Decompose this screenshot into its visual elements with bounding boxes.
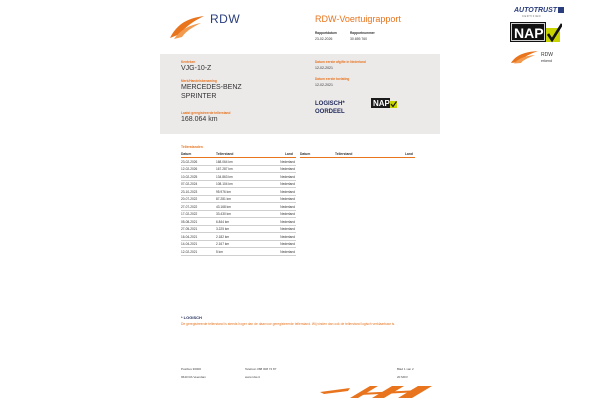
rdw-stripes-graphic <box>320 382 440 400</box>
autotrust-check-icon <box>558 7 564 13</box>
row-date: 14-04-2021 <box>181 242 198 246</box>
row-reading: 87.281 km <box>216 197 231 201</box>
explanation-text: De geregistreerde tellerstand is steeds hoger dan de daarvoor geregistreerde tellerstand. Wij vinden dan ook de tellerstand logisch verklaarbaar is. <box>181 322 396 326</box>
row-date: 10-02-2025 <box>181 174 198 179</box>
row-country: Nederland <box>280 242 295 246</box>
rdw-erkend-label <box>541 52 553 64</box>
first-admission-label: Datum eerste afgifte in Nederland <box>315 60 366 64</box>
autotrust-sub-label: CERTIFIED <box>522 15 542 18</box>
row-reading: 3.225 km <box>216 227 230 231</box>
table-row <box>181 158 296 166</box>
row-country: Nederland <box>280 212 295 216</box>
col-date-header: Datum <box>181 152 192 156</box>
row-reading: 33.430 km <box>216 212 231 216</box>
report-number-label: Rapportnummer <box>350 31 375 35</box>
first-admission-value: 12-02-2021 <box>315 66 333 70</box>
row-date: 12-02-2021 <box>181 249 198 254</box>
svg-text:NAP: NAP <box>373 99 390 108</box>
verdict-line-2: OORDEEL <box>315 109 345 115</box>
table-row <box>181 188 296 196</box>
autotrust-logo <box>514 7 564 14</box>
row-reading: 168.064 km <box>216 159 233 164</box>
table-row <box>181 181 296 189</box>
row-country: Nederland <box>280 182 295 186</box>
nap-logo-icon <box>371 98 397 108</box>
rdw-erkend-logo-icon <box>510 50 540 64</box>
row-reading: 6.844 km <box>216 219 230 224</box>
model-value: SPRINTER <box>181 93 217 100</box>
row-date: 12-02-2026 <box>181 167 198 171</box>
plate-value: VJG-10-Z <box>181 65 212 72</box>
row-reading: 108.104 km <box>216 182 233 186</box>
col-reading-header: Tellerstand <box>216 152 234 156</box>
odometer-section-title: Tellerstanden <box>181 145 203 149</box>
row-country: Nederland <box>280 174 295 179</box>
table-row <box>181 241 296 249</box>
table-row <box>181 166 296 174</box>
odo-label: Laatst geregistreerde tellerstand <box>181 111 231 115</box>
row-date: 23-10-2023 <box>181 189 198 194</box>
row-country: Nederland <box>280 249 295 254</box>
col-country-header-2: Land <box>405 152 413 156</box>
row-reading: 167.287 km <box>216 167 233 171</box>
table-row <box>181 211 296 219</box>
report-number: 30.659.760 <box>350 37 367 41</box>
verdict-line-1: LOGISCH* <box>315 101 345 107</box>
footer-address-1: Postbus 30000 <box>181 367 202 371</box>
row-reading: 5 km <box>216 249 223 254</box>
row-country: Nederland <box>280 159 295 164</box>
table-row <box>181 173 296 181</box>
row-date: 07-02-2024 <box>181 182 198 186</box>
brand-name: RDW <box>210 12 241 26</box>
footer-page: Blad 1 van 2 <box>397 367 414 371</box>
table-row <box>181 226 296 234</box>
make-value: MERCEDES-BENZ <box>181 84 242 91</box>
row-date: 17-02-2022 <box>181 212 198 216</box>
make-label: Merk/Handelsbenaming <box>181 79 217 83</box>
table-row <box>181 248 296 256</box>
row-country: Nederland <box>280 227 295 231</box>
table-row <box>181 218 296 226</box>
row-country: Nederland <box>280 189 295 194</box>
table-row <box>181 233 296 241</box>
verdict <box>315 100 345 116</box>
table-row <box>181 196 296 204</box>
rdw-erkend-line-2: erkend <box>541 59 552 63</box>
nap-badge-icon <box>510 22 562 48</box>
col-date-header-2: Datum <box>300 152 311 156</box>
rdw-erkend-line-1: RDW <box>541 52 553 58</box>
row-reading: 134.863 km <box>216 174 233 179</box>
row-date: 05-08-2021 <box>181 219 198 224</box>
row-country: Nederland <box>280 219 295 224</box>
first-registration-value: 12-02-2021 <box>315 83 333 87</box>
report-title: RDW-Voertuigrapport <box>315 14 401 24</box>
col-reading-header-2: Tellerstand <box>335 152 353 156</box>
table-row <box>181 203 296 211</box>
nap-badge-text: NAP <box>514 25 544 41</box>
row-date: 27-05-2021 <box>181 227 198 231</box>
table-header-rule-2 <box>300 157 415 158</box>
row-country: Nederland <box>280 167 295 171</box>
rdw-logo-icon <box>168 12 208 42</box>
row-country: Nederland <box>280 197 295 201</box>
row-country: Nederland <box>280 204 295 209</box>
row-reading: 43.168 km <box>216 204 231 209</box>
report-date: 23-02-2026 <box>315 37 333 41</box>
footer-phone: Telefoon 088 008 74 87 <box>245 367 277 371</box>
col-country-header: Land <box>285 152 293 156</box>
row-date: 23-02-2026 <box>181 159 198 164</box>
row-date: 27-07-2022 <box>181 204 198 209</box>
row-date: 16-04-2021 <box>181 234 198 239</box>
explanation-title: * LOGISCH <box>181 315 202 320</box>
footer-address-2: 9640 RA Veendam <box>181 375 207 379</box>
row-country: Nederland <box>280 234 295 239</box>
row-reading: 2.182 km <box>216 234 230 239</box>
footer-code: 20 MDV <box>397 375 408 379</box>
odo-value: 168.064 km <box>181 116 218 123</box>
footer-web: www.rdw.nl <box>245 375 261 379</box>
report-date-label: Rapportdatum <box>315 31 337 35</box>
row-reading: 2.167 km <box>216 242 230 246</box>
row-reading: 95.976 km <box>216 189 231 194</box>
autotrust-label: AUTOTRUST <box>514 7 558 14</box>
first-registration-label: Datum eerste toelating <box>315 77 350 81</box>
row-date: 20-07-2022 <box>181 197 198 201</box>
plate-label: Kenteken <box>181 60 196 64</box>
